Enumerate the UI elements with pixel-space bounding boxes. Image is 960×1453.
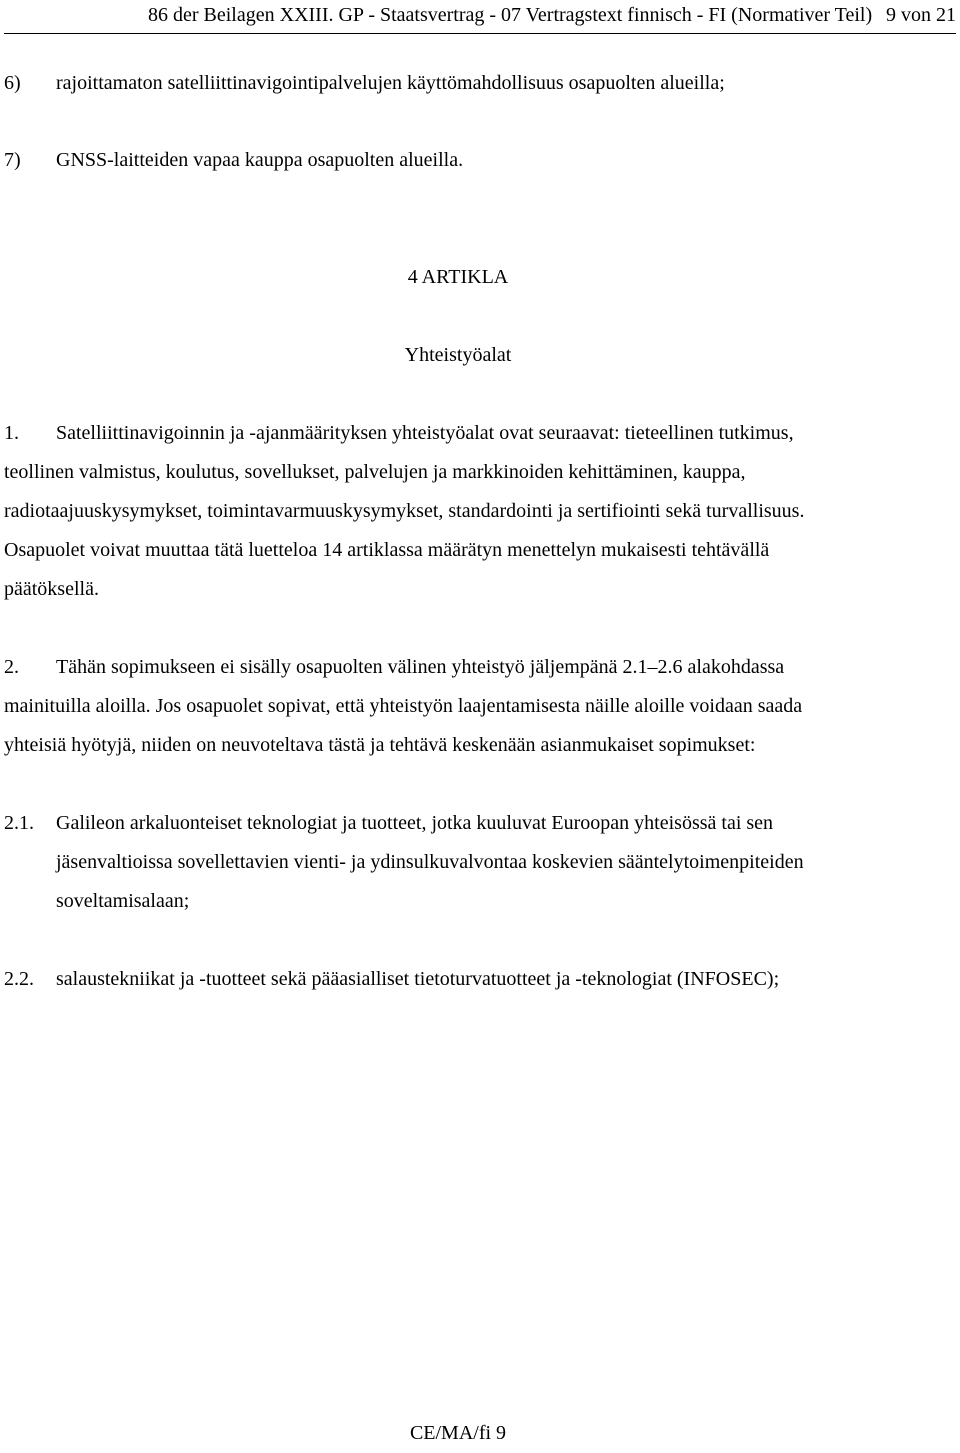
list-item-text: rajoittamaton satelliittinavigointipalvelujen käyttömahdollisuus osapuolten alueilla;: [56, 72, 725, 94]
subsection-line: Galileon arkaluonteiset teknologiat ja tuotteet, jotka kuuluvat Euroopan yhteisössä tai sen: [56, 812, 774, 834]
subsection-number: 2.2.: [4, 968, 34, 990]
header-divider: [4, 33, 956, 34]
subsection-number: 2.1.: [4, 812, 34, 834]
paragraph-line: teollinen valmistus, koulutus, sovellukset, palvelujen ja markkinoiden kehittäminen, kauppa,: [4, 461, 746, 483]
paragraph-line: yhteisiä hyötyjä, niiden on neuvoteltava tästä ja tehtävä keskenään asianmukaiset sopimukset:: [4, 734, 756, 756]
paragraph-line: Satelliittinavigoinnin ja -ajanmäärityksen yhteistyöalat ovat seuraavat: tieteellinen tutkimus,: [56, 422, 794, 444]
list-item-text: GNSS-laitteiden vapaa kauppa osapuolten alueilla.: [56, 149, 464, 171]
article-number: 4 ARTIKLA: [407, 266, 509, 288]
document-header-title: 86 der Beilagen XXIII. GP - Staatsvertrag - 07 Vertragstext finnisch - FI (Normativer Teil): [148, 4, 873, 26]
paragraph-number: 1.: [4, 422, 19, 444]
paragraph-line: radiotaajuuskysymykset, toimintavarmuuskysymykset, standardointi ja sertifiointi sekä turvallisuus.: [4, 500, 805, 522]
subsection-line: salaustekniikat ja -tuotteet sekä pääasialliset tietoturvatuotteet ja -teknologiat (INFOSEC);: [56, 968, 780, 990]
paragraph-line: päätöksellä.: [4, 578, 99, 600]
page-footer: CE/MA/fi 9: [409, 1422, 507, 1444]
paragraph-line: Osapuolet voivat muuttaa tätä luetteloa 14 artiklassa määrätyn menettelyn mukaisesti tehtävällä: [4, 539, 770, 561]
subsection-line: jäsenvaltioissa sovellettavien vienti- ja ydinsulkuvalvontaa koskevien sääntelytoimenpiteiden: [56, 851, 804, 873]
paragraph-line: mainituilla aloilla. Jos osapuolet sopivat, että yhteistyön laajentamisesta näille aloille voidaan saada: [4, 695, 803, 717]
paragraph-number: 2.: [4, 656, 19, 678]
article-title: Yhteistyöalat: [404, 344, 512, 366]
paragraph-line: Tähän sopimukseen ei sisälly osapuolten välinen yhteistyö jäljempänä 2.1–2.6 alakohdassa: [56, 656, 785, 678]
page-indicator: 9 von 21: [886, 4, 956, 26]
list-item-number: 6): [4, 72, 21, 94]
subsection-line: soveltamisalaan;: [56, 890, 190, 912]
list-item-number: 7): [4, 149, 21, 171]
